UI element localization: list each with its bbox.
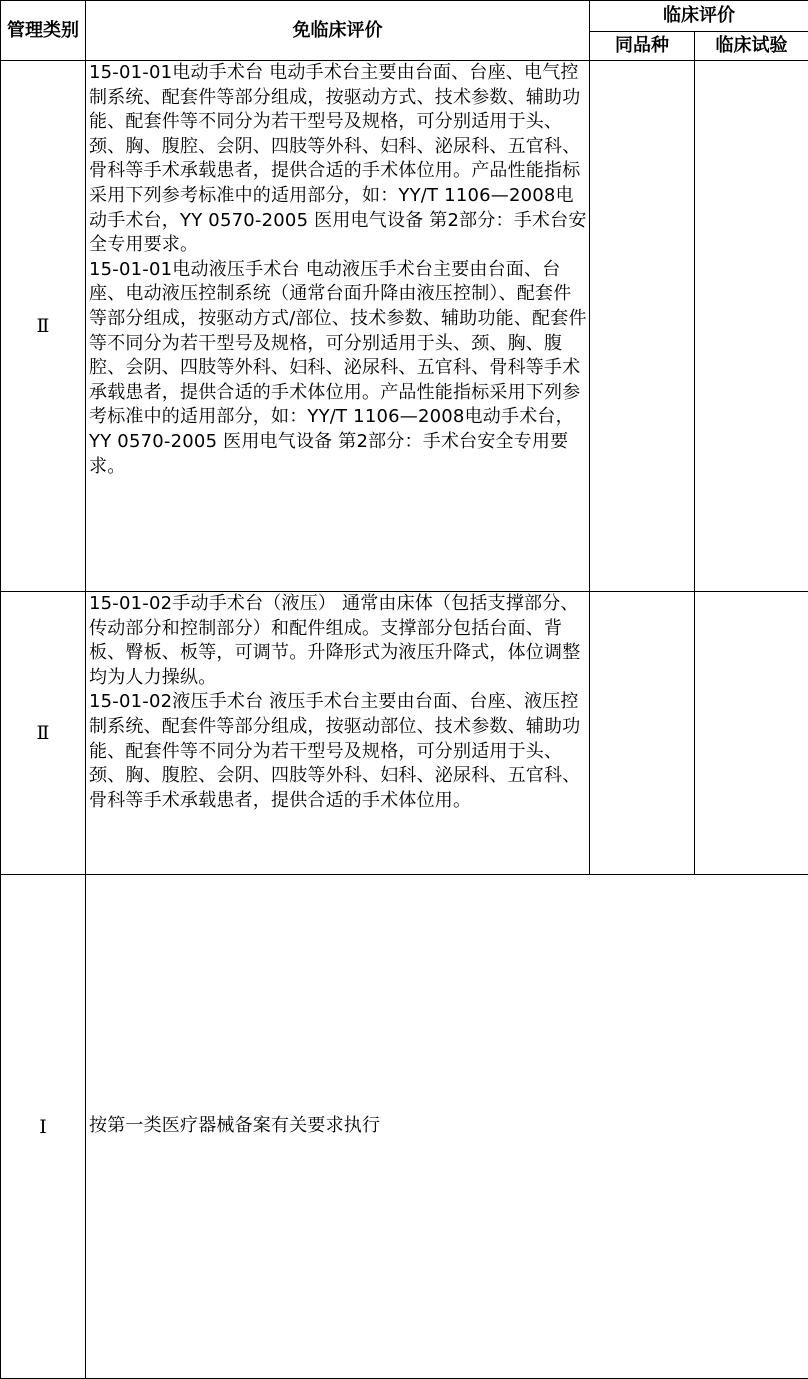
clinical-trial-cell — [695, 592, 808, 875]
header-same-variety-text: 同品种 — [615, 35, 669, 56]
description-paragraph: 15-01-02液压手术台 液压手术台主要由台面、台座、液压控制系统、配套件等部分组成，按驱动部位、技术参数、辅助功能、配套件等不同分为若干型号及规格，可分别适用于头、颈、胸、腹腔、会阴、四肢等外科、妇科、泌尿科、五官科、骨科等手术承载患者，提供合适的手术体位用。 — [89, 690, 589, 813]
header-row-top — [1, 1, 808, 32]
header-category-text: 管理类别 — [7, 20, 79, 41]
description-cell — [86, 61, 590, 592]
category-cell: Ⅱ — [1, 592, 86, 875]
category-cell: Ⅰ — [1, 875, 86, 1379]
clinical-trial-cell — [695, 61, 808, 592]
same-variety-cell — [590, 592, 695, 875]
header-clinical-trial — [695, 31, 808, 61]
header-exempt — [86, 1, 590, 61]
same-variety-cell — [590, 61, 695, 592]
header-exempt-text: 免临床评价 — [293, 20, 383, 41]
header-clinical-group-text: 临床评价 — [663, 5, 735, 26]
description-paragraph: 15-01-01电动液压手术台 电动液压手术台主要由台面、台座、电动液压控制系统（通常台面升降由液压控制）、配套件等部分组成，按驱动方式/部位、技术参数、辅助功能、配套件等不同分为若干型号及规格，可分别适用于头、颈、胸、腹腔、会阴、四肢等外科、妇科、泌尿科、五官科、骨科等手术承载患者，提供合适的手术体位用。产品性能指标采用下列参考标准中的适用部分，如：YY/T 1106—2008电动手术台，YY 0570-2005 医用电气设备 第2部分：手术台安全专用要求。 — [89, 258, 589, 479]
category-cell: Ⅱ — [1, 61, 86, 592]
header-same-variety — [590, 31, 695, 61]
table-row — [1, 592, 808, 875]
header-clinical-trial-text: 临床试验 — [716, 35, 788, 56]
header-category — [1, 1, 86, 61]
table-row — [1, 61, 808, 592]
record-filing-cell: 按第一类医疗器械备案有关要求执行 — [86, 875, 808, 1379]
description-paragraph: 15-01-01电动手术台 电动手术台主要由台面、台座、电气控制系统、配套件等部分组成，按驱动方式、技术参数、辅助功能、配套件等不同分为若干型号及规格，可分别适用于头、颈、胸、腹腔、会阴、四肢等外科、妇科、泌尿科、五官科、骨科等手术承载患者，提供合适的手术体位用。产品性能指标采用下列参考标准中的适用部分，如：YY/T 1106—2008电动手术台，YY 0570-2005 医用电气设备 第2部分：手术台安全专用要求。 — [89, 61, 589, 258]
description-cell — [86, 592, 590, 875]
table-row — [1, 875, 808, 1379]
description-paragraph: 15-01-02手动手术台（液压） 通常由床体（包括支撑部分、传动部分和控制部分）和配件组成。支撑部分包括台面、背板、臀板、板等，可调节。升降形式为液压升降式，体位调整均为人力操纵。 — [89, 592, 589, 690]
header-clinical-group — [590, 1, 808, 32]
